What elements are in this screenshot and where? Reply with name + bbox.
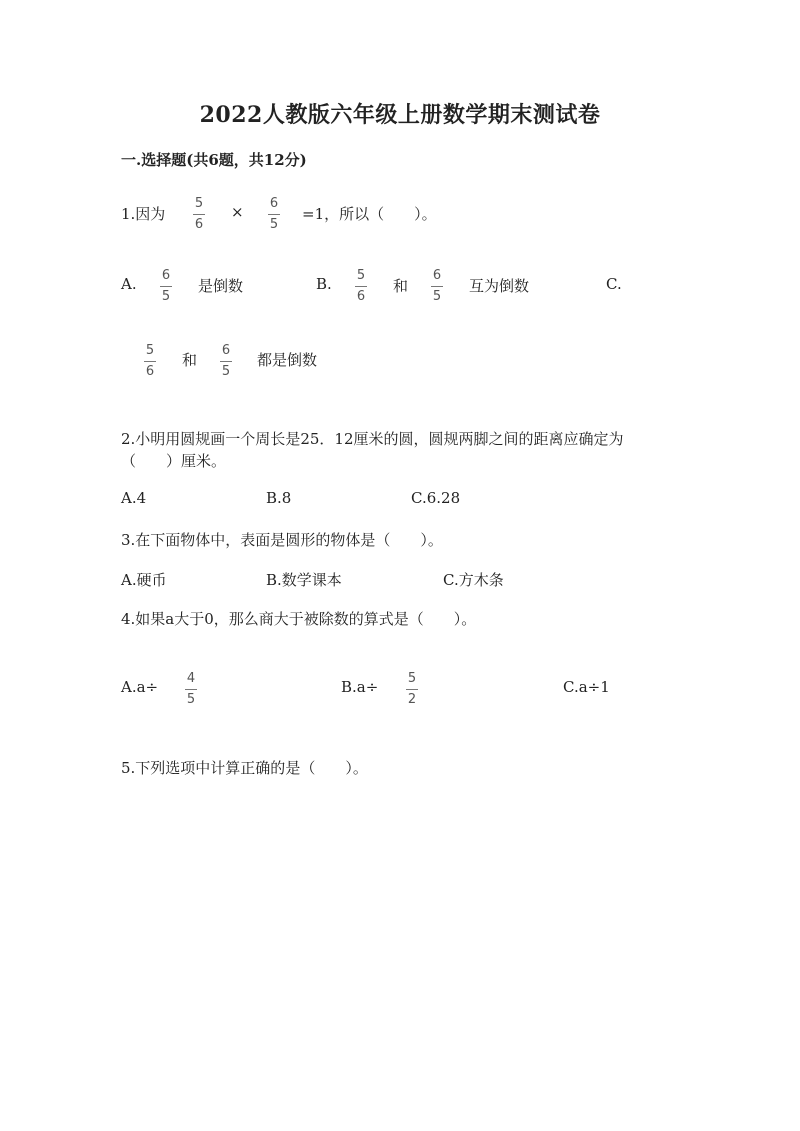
fraction-numerator: 5 [407, 671, 417, 686]
fraction-bar [268, 214, 280, 215]
option-c: C.6.28 [411, 489, 461, 507]
fraction-numerator: 6 [432, 268, 442, 283]
option-a: A.硬币 [121, 571, 167, 589]
fraction [144, 343, 156, 379]
fraction-bar [144, 361, 156, 362]
option-c-and: 和 [182, 351, 198, 369]
fraction-bar [355, 286, 367, 287]
option-b: B.8 [266, 489, 292, 507]
fraction-denominator: 6 [145, 364, 155, 379]
fraction-denominator: 5 [432, 289, 442, 304]
option-c-text: 都是倒数 [257, 351, 318, 369]
option-b-and: 和 [393, 277, 409, 295]
fraction-numerator: 5 [356, 268, 366, 283]
option-a: A.4 [121, 489, 147, 507]
times-sign: × [231, 203, 244, 221]
question-4-text: 4.如果a大于0，那么商大于被除数的算式是（ ）。 [121, 610, 477, 628]
option-b-label: B.a÷ [341, 678, 379, 696]
fraction [193, 196, 205, 232]
option-b: B.数学课本 [266, 571, 342, 589]
question-2-text-cont: （ ）厘米。 [121, 452, 227, 470]
fraction-numerator: 5 [194, 196, 204, 211]
fraction-numerator: 6 [161, 268, 171, 283]
question-2-text: 2.小明用圆规画一个周长是25．12厘米的圆，圆规两脚之间的距离应确定为 [121, 430, 624, 448]
question-5-text: 5.下列选项中计算正确的是（ ）。 [121, 759, 368, 777]
option-a-text: 是倒数 [198, 277, 244, 295]
fraction-numerator: 5 [145, 343, 155, 358]
fraction-bar [406, 689, 418, 690]
question-1-equals: =1，所以（ ）。 [302, 205, 437, 223]
question-1-label: 1.因为 [121, 205, 166, 223]
fraction-numerator: 6 [221, 343, 231, 358]
option-c: C.方木条 [443, 571, 504, 589]
fraction-denominator: 2 [407, 692, 417, 707]
fraction-denominator: 5 [269, 217, 279, 232]
fraction [185, 671, 197, 707]
fraction [431, 268, 443, 304]
fraction-denominator: 5 [161, 289, 171, 304]
option-c-label: C. [606, 275, 622, 293]
question-3-text: 3.在下面物体中，表面是圆形的物体是（ ）。 [121, 531, 443, 549]
fraction-denominator: 6 [194, 217, 204, 232]
fraction-bar [193, 214, 205, 215]
page-title: 2022人教版六年级上册数学期末测试卷 [199, 102, 601, 128]
option-a-label: A. [121, 275, 137, 293]
fraction-bar [185, 689, 197, 690]
fraction-denominator: 5 [186, 692, 196, 707]
option-b-text: 互为倒数 [469, 277, 530, 295]
section-heading: 一.选择题(共6题，共12分) [121, 151, 307, 169]
fraction-denominator: 5 [221, 364, 231, 379]
option-a-label: A.a÷ [121, 678, 159, 696]
fraction [355, 268, 367, 304]
fraction-bar [160, 286, 172, 287]
fraction-numerator: 4 [186, 671, 196, 686]
fraction [220, 343, 232, 379]
fraction-bar [220, 361, 232, 362]
fraction-denominator: 6 [356, 289, 366, 304]
fraction-numerator: 6 [269, 196, 279, 211]
fraction [406, 671, 418, 707]
fraction [160, 268, 172, 304]
fraction-bar [431, 286, 443, 287]
fraction [268, 196, 280, 232]
option-c: C.a÷1 [563, 678, 610, 696]
option-b-label: B. [316, 275, 332, 293]
